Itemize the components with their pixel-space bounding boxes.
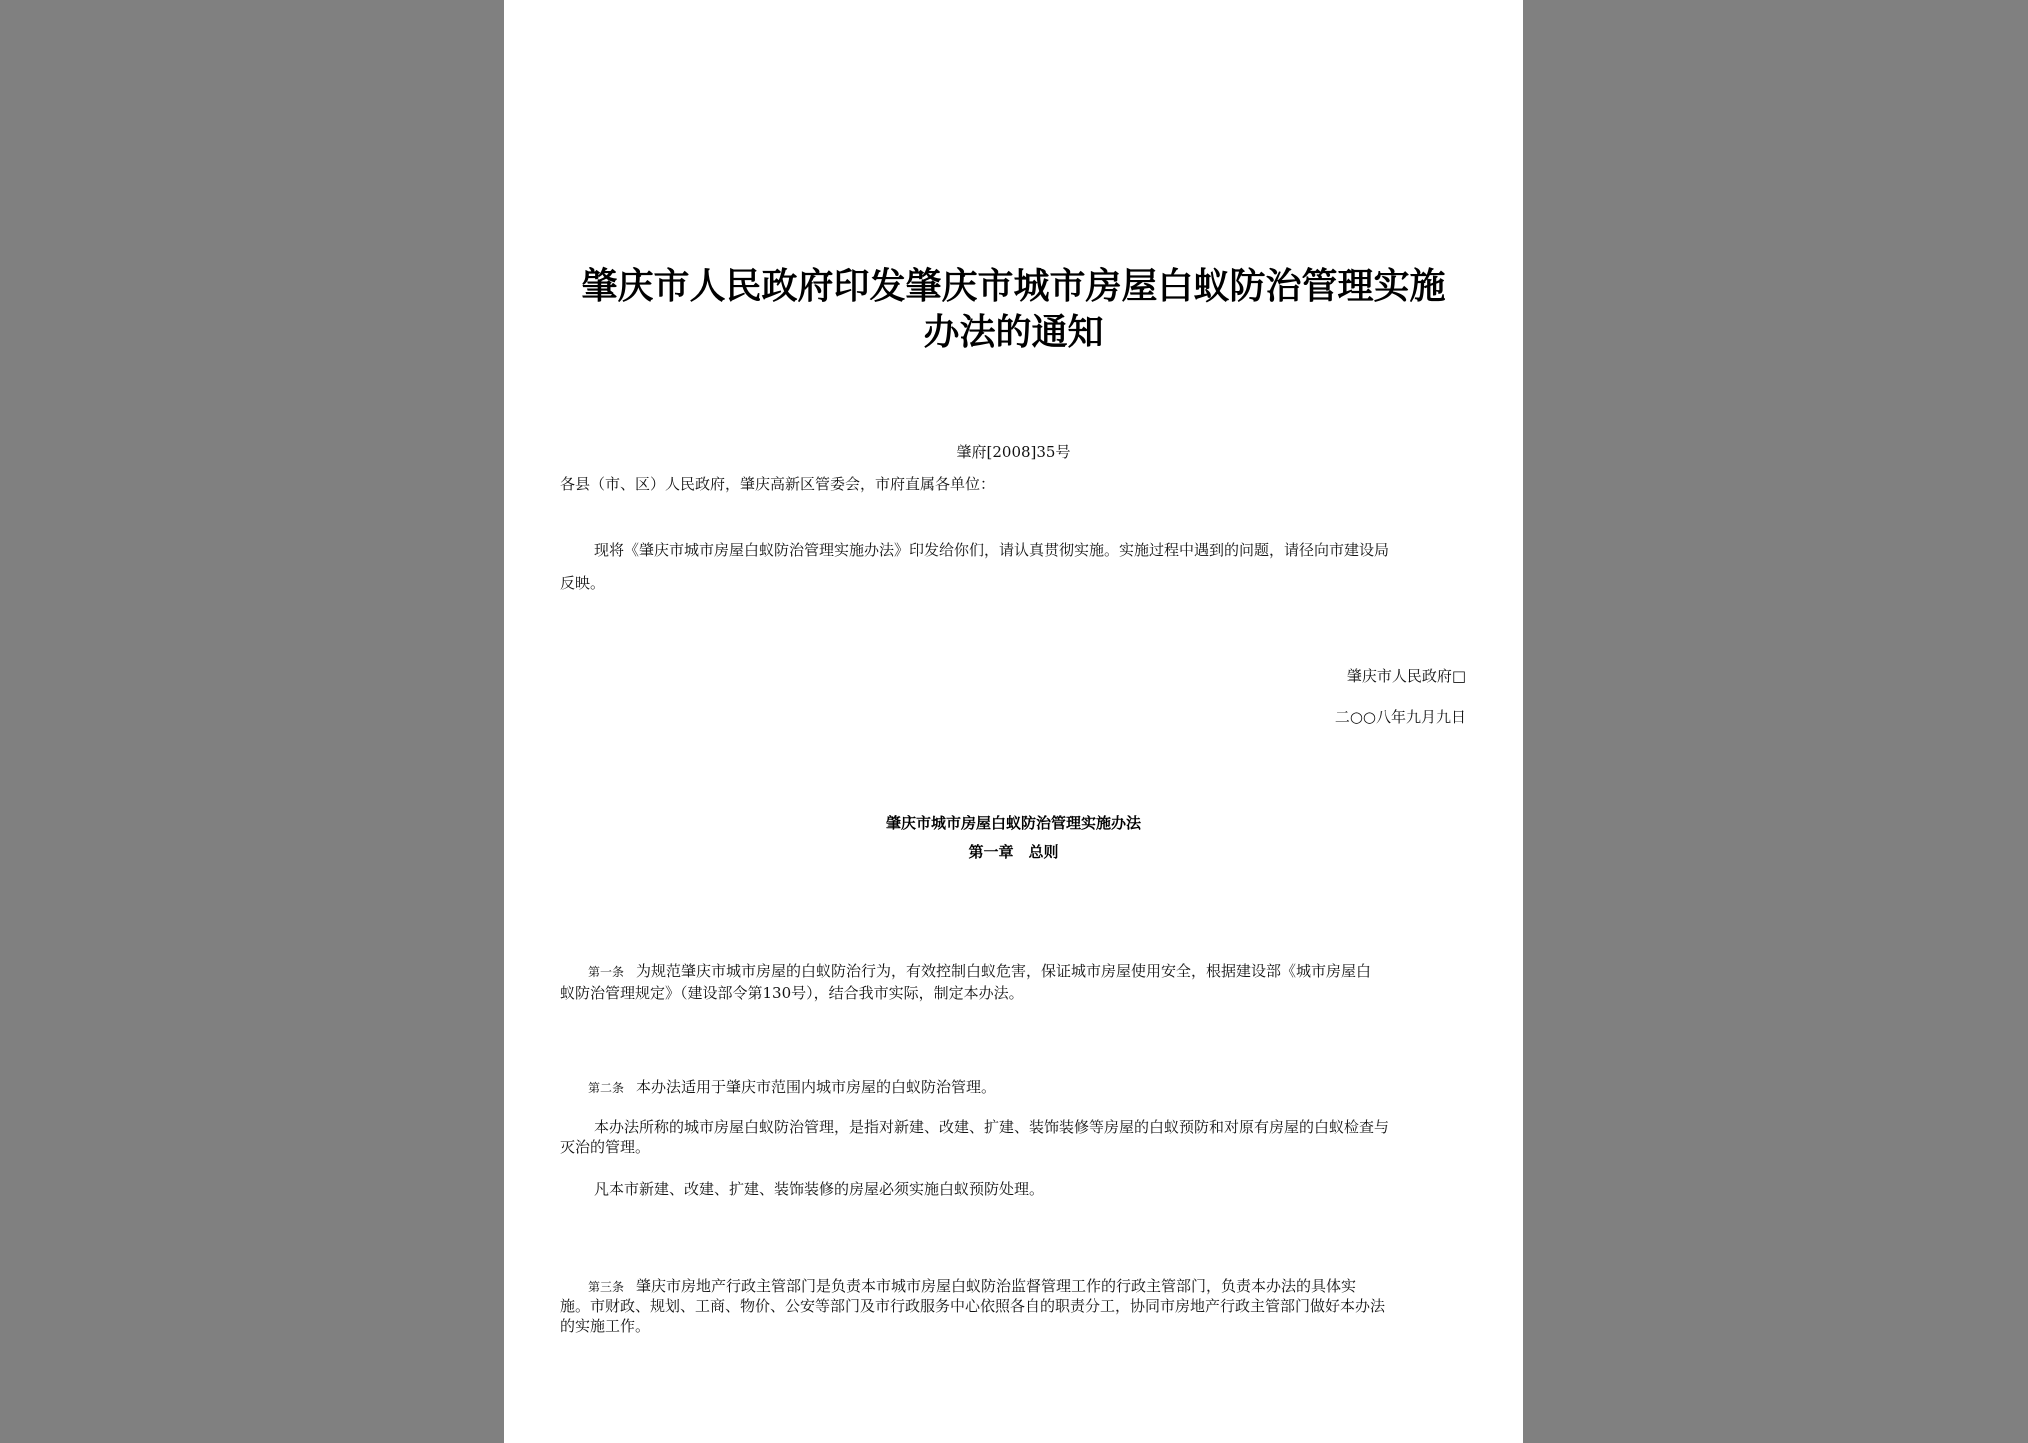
- document-page: [504, 0, 1523, 1443]
- article-3-line-1: [588, 1276, 1356, 1297]
- article-1-label: 第一条: [588, 965, 625, 979]
- measures-title: 肇庆市城市房屋白蚁防治管理实施办法: [885, 814, 1141, 832]
- article-1-line-1: [588, 961, 1371, 982]
- document-title-line-2: 办法的通知: [923, 311, 1104, 353]
- notice-paragraph-line-1: 现将《肇庆市城市房屋白蚁防治管理实施办法》印发给你们，请认真贯彻实施。实施过程中遇到的问题，请径向市建设局: [594, 541, 1390, 559]
- document-title-line-1: 肇庆市人民政府印发肇庆市城市房屋白蚁防治管理实施: [581, 265, 1446, 307]
- notice-paragraph-line-2: 反映。: [560, 574, 606, 592]
- issue-date: 二○○八年九月九日: [1334, 708, 1466, 726]
- article-2-para-2-line-2: 灭治的管理。: [560, 1138, 651, 1156]
- document-number: 肇府[2008]35号: [956, 443, 1071, 461]
- article-2-para-2-line-1: 本办法所称的城市房屋白蚁防治管理，是指对新建、改建、扩建、装饰装修等房屋的白蚁预防和对原有房屋的白蚁检查与: [594, 1118, 1390, 1136]
- chapter-title: 第一章 总则: [968, 843, 1059, 861]
- issuer-signature: 肇庆市人民政府□: [1346, 667, 1466, 685]
- article-2-label: 第二条: [588, 1081, 625, 1095]
- article-2-text-1: 本办法适用于肇庆市范围内城市房屋的白蚁防治管理。: [636, 1078, 997, 1096]
- article-3-line-2: 施。市财政、规划、工商、物价、公安等部门及市行政服务中心依照各自的职责分工，协同市房地产行政主管部门做好本办法: [560, 1297, 1386, 1315]
- article-1-line-2: 蚁防治管理规定》（建设部令第130号），结合我市实际，制定本办法。: [560, 984, 1024, 1002]
- article-3-line-3: 的实施工作。: [560, 1317, 651, 1335]
- article-3-text-1: 肇庆市房地产行政主管部门是负责本市城市房屋白蚁防治监督管理工作的行政主管部门，负责本办法的具体实: [636, 1277, 1357, 1295]
- article-1-text-1: 为规范肇庆市城市房屋的白蚁防治行为，有效控制白蚁危害，保证城市房屋使用安全，根据建设部《城市房屋白: [636, 962, 1372, 980]
- article-2-para-3: 凡本市新建、改建、扩建、装饰装修的房屋必须实施白蚁预防处理。: [594, 1180, 1045, 1198]
- article-3-label: 第三条: [588, 1280, 625, 1294]
- addressee: 各县（市、区）人民政府，肇庆高新区管委会，市府直属各单位：: [560, 475, 996, 493]
- article-2-line-1: [588, 1077, 996, 1098]
